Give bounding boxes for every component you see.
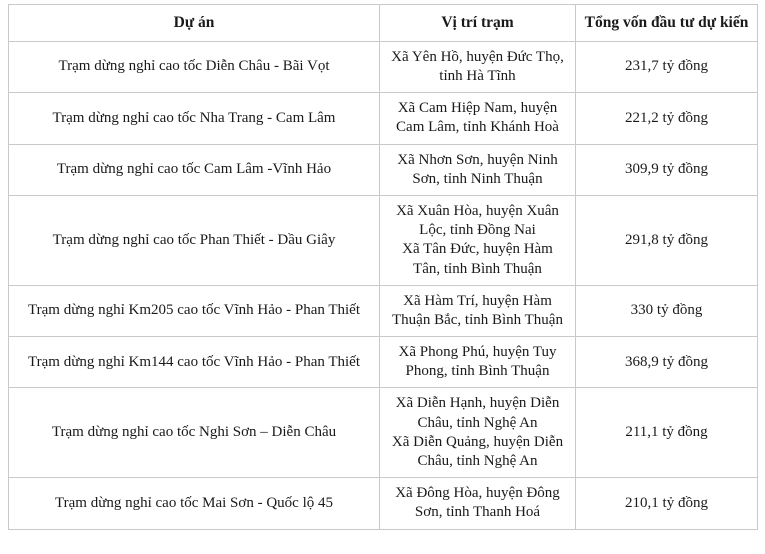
cell-location-line: Xã Tân Đức, huyện Hàm Tân, tỉnh Bình Thuận bbox=[402, 241, 553, 277]
cell-location-line: Xã Xuân Hòa, huyện Xuân Lộc, tỉnh Đồng Nai bbox=[396, 202, 559, 239]
cell-project: Trạm dừng nghỉ cao tốc Nghi Sơn – Diễn Châu bbox=[9, 388, 380, 478]
rest-stop-investment-table bbox=[8, 4, 758, 530]
cell-location bbox=[380, 388, 576, 478]
cell-project: Trạm dừng nghỉ cao tốc Nha Trang - Cam Lâm bbox=[9, 93, 380, 144]
cell-location: Xã Nhơn Sơn, huyện Ninh Sơn, tỉnh Ninh Thuận bbox=[380, 144, 576, 195]
cell-project: Trạm dừng nghỉ Km205 cao tốc Vĩnh Hảo - Phan Thiết bbox=[9, 285, 380, 336]
cell-location: Xã Cam Hiệp Nam, huyện Cam Lâm, tỉnh Khánh Hoà bbox=[380, 93, 576, 144]
cell-location: Xã Hàm Trí, huyện Hàm Thuận Bắc, tỉnh Bình Thuận bbox=[380, 285, 576, 336]
cell-location: Xã Yên Hồ, huyện Đức Thọ, tỉnh Hà Tĩnh bbox=[380, 41, 576, 92]
cell-capital: 210,1 tỷ đồng bbox=[576, 478, 758, 529]
column-header-project: Dự án bbox=[9, 5, 380, 42]
table-row bbox=[9, 285, 758, 336]
column-header-location: Vị trí trạm bbox=[380, 5, 576, 42]
cell-location-line: Xã Diễn Quảng, huyện Diễn Châu, tỉnh Nghệ An bbox=[391, 433, 564, 470]
table-row bbox=[9, 93, 758, 144]
table-row bbox=[9, 337, 758, 388]
cell-project: Trạm dừng nghỉ cao tốc Mai Sơn - Quốc lộ 45 bbox=[9, 478, 380, 529]
cell-project: Trạm dừng nghỉ cao tốc Phan Thiết - Dầu Giây bbox=[9, 195, 380, 285]
cell-capital: 291,8 tỷ đồng bbox=[576, 195, 758, 285]
cell-capital: 221,2 tỷ đồng bbox=[576, 93, 758, 144]
column-header-capital: Tổng vốn đầu tư dự kiến bbox=[576, 5, 758, 42]
cell-location: Xã Phong Phú, huyện Tuy Phong, tỉnh Bình Thuận bbox=[380, 337, 576, 388]
table-body bbox=[9, 41, 758, 529]
cell-location-line: Xã Diễn Hạnh, huyện Diễn Châu, tỉnh Nghệ An bbox=[395, 395, 560, 431]
cell-project: Trạm dừng nghỉ Km144 cao tốc Vĩnh Hảo - Phan Thiết bbox=[9, 337, 380, 388]
table-row bbox=[9, 478, 758, 529]
cell-project: Trạm dừng nghỉ cao tốc Diễn Châu - Bãi Vọt bbox=[9, 41, 380, 92]
table-row bbox=[9, 41, 758, 92]
cell-capital: 231,7 tỷ đồng bbox=[576, 41, 758, 92]
table-header bbox=[9, 5, 758, 42]
table-row bbox=[9, 144, 758, 195]
cell-capital: 211,1 tỷ đồng bbox=[576, 388, 758, 478]
cell-location: Xã Đông Hòa, huyện Đông Sơn, tỉnh Thanh Hoá bbox=[380, 478, 576, 529]
table-row bbox=[9, 388, 758, 478]
table-header-row bbox=[9, 5, 758, 42]
cell-capital: 309,9 tỷ đồng bbox=[576, 144, 758, 195]
table-row bbox=[9, 195, 758, 285]
cell-capital: 368,9 tỷ đồng bbox=[576, 337, 758, 388]
cell-capital: 330 tỷ đồng bbox=[576, 285, 758, 336]
cell-location bbox=[380, 195, 576, 285]
cell-project: Trạm dừng nghỉ cao tốc Cam Lâm -Vĩnh Hảo bbox=[9, 144, 380, 195]
